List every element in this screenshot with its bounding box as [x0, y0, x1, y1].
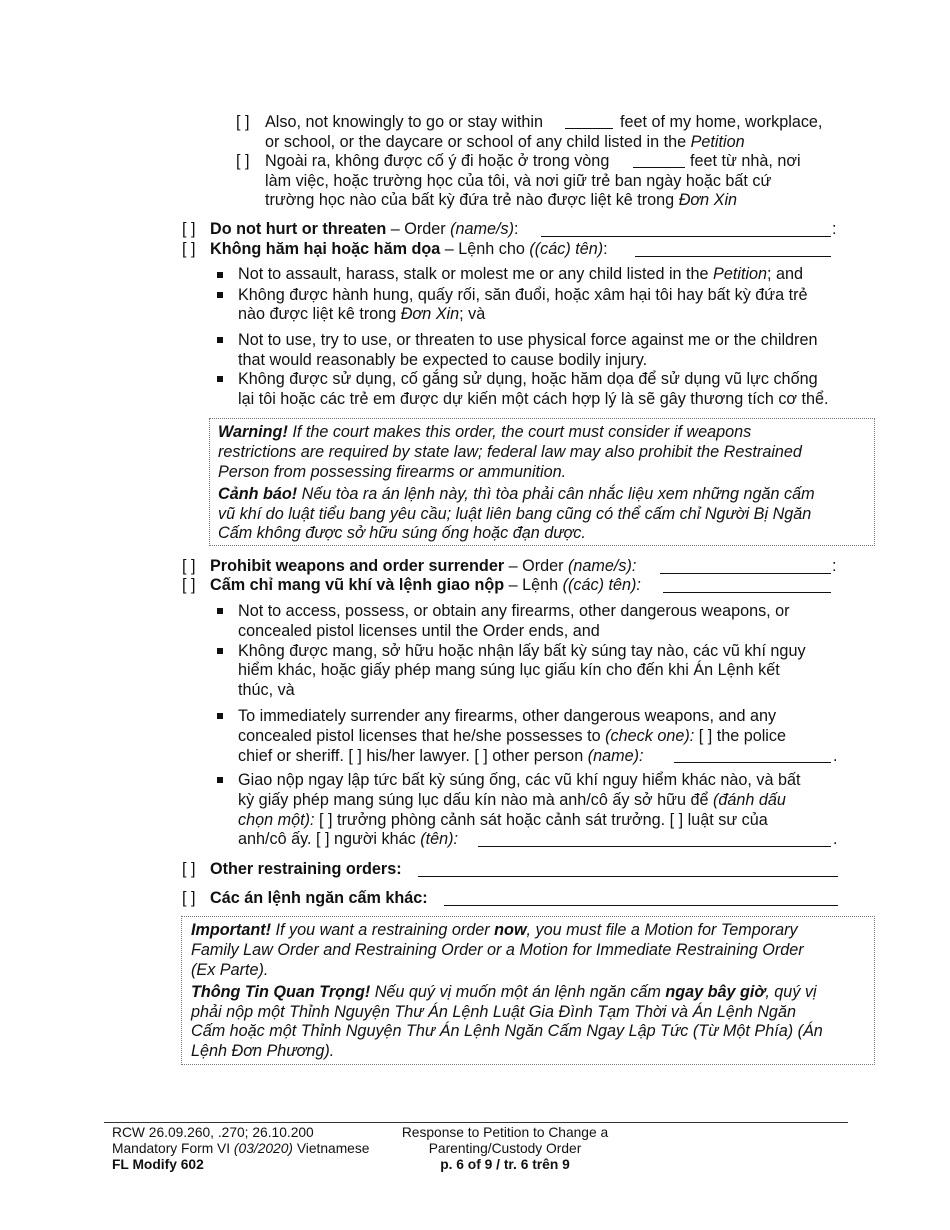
- bullet-icon: [217, 777, 223, 783]
- weapons-bullet1-en-l2: concealed pistol licenses until the Order ends, and: [238, 622, 600, 640]
- warning-en-l3: Person from possessing firearms or ammunition.: [218, 463, 567, 481]
- hurt-en-colon: :: [832, 220, 837, 238]
- other-en-field[interactable]: [418, 876, 838, 877]
- other-vi-field[interactable]: [444, 905, 838, 906]
- distance-vi-feet-blank[interactable]: [633, 167, 685, 168]
- weapons-bullet2-vi-l1: Không được mang, sở hữu hoặc nhận lấy bất kỳ súng tay nào, các vũ khí nguy: [238, 642, 806, 660]
- other-en-label: Other restraining orders:: [210, 860, 402, 878]
- important-en-l2: Family Law Order and Restraining Order or a Motion for Immediate Restraining Order: [191, 941, 804, 959]
- hurt-bullet2-vi-l2: nào được liệt kê trong Đơn Xin; và: [238, 305, 486, 323]
- weapons-bullet2-vi-l2: hiểm khác, hoặc giấy phép mang súng lục giấu kín cho đến khi Án Lệnh kết: [238, 661, 780, 679]
- hurt-en-checkbox[interactable]: [ ]: [182, 220, 196, 238]
- distance-vi-line1b: feet từ nhà, nơi: [690, 152, 801, 170]
- important-en-l3: (Ex Parte).: [191, 961, 269, 979]
- hurt-bullet1-en: Not to assault, harass, stalk or molest me or any child listed in the Petition; and: [238, 265, 804, 283]
- weapons-bullet4-vi-l4: anh/cô ấy. [ ] người khác (tên):: [238, 830, 459, 848]
- bullet-icon: [217, 376, 223, 382]
- hurt-en-names-field[interactable]: [541, 236, 831, 237]
- important-en-l1: Important! If you want a restraining order now, you must file a Motion for Temporary: [191, 921, 798, 939]
- weapons-vi-period: .: [833, 830, 838, 848]
- hurt-vi-names-field[interactable]: [635, 256, 831, 257]
- warning-vi-l1: Cảnh báo! Nếu tòa ra án lệnh này, thì tòa phải cân nhắc liệu xem những ngăn cấm: [218, 485, 815, 503]
- important-vi-l2: phải nộp một Thỉnh Nguyện Thư Án Lệnh Luật Gia Đình Tạm Thời và Án Lệnh Ngăn: [191, 1003, 796, 1021]
- footer-title-2: Parenting/Custody Order: [428, 1141, 582, 1156]
- weapons-en-checkbox[interactable]: [ ]: [182, 557, 196, 575]
- warning-vi-l3: Cấm không được sở hữu súng ống hoặc đạn dược.: [218, 524, 586, 542]
- bullet-icon: [217, 292, 223, 298]
- weapons-en-heading: Prohibit weapons and order surrender – Order (name/s):: [210, 557, 637, 575]
- distance-en-line1: Also, not knowingly to go or stay within: [265, 113, 544, 131]
- other-vi-label: Các án lệnh ngăn cấm khác:: [210, 889, 428, 907]
- distance-vi-line1: Ngoài ra, không được cố ý đi hoặc ở trong vòng: [265, 152, 610, 170]
- weapons-bullet4-vi-l2: kỳ giấy phép mang súng lục dấu kín nào mà anh/cô ấy sở hữu để (đánh dấu: [238, 791, 786, 809]
- other-en-checkbox[interactable]: [ ]: [182, 860, 196, 878]
- hurt-vi-checkbox[interactable]: [ ]: [182, 240, 196, 258]
- weapons-bullet4-vi-l3: chọn một): [ ] trưởng phòng cảnh sát hoặc cảnh sát trưởng. [ ] luật sư của: [238, 811, 768, 829]
- weapons-bullet1-en-l1: Not to access, possess, or obtain any firearms, other dangerous weapons, or: [238, 602, 790, 620]
- warning-en-l1: Warning! If the court makes this order, the court must consider if weapons: [218, 423, 752, 441]
- footer-code: FL Modify 602: [112, 1157, 204, 1172]
- weapons-vi-checkbox[interactable]: [ ]: [182, 576, 196, 594]
- footer-rcw: RCW 26.09.260, .270; 26.10.200: [112, 1125, 314, 1140]
- bullet-icon: [217, 608, 223, 614]
- warning-vi-l2: vũ khí do luật tiểu bang yêu cầu; luật liên bang cũng có thể cấm chỉ Người Bị Ngăn: [218, 505, 812, 523]
- hurt-bullet3-en-l1: Not to use, try to use, or threaten to use physical force against me or the children: [238, 331, 818, 349]
- weapons-en-names-field[interactable]: [660, 573, 831, 574]
- distance-vi-line2: làm việc, hoặc trường học của tôi, và nơi giữ trẻ ban ngày hoặc bất cứ: [265, 172, 772, 190]
- weapons-en-period: .: [833, 747, 838, 765]
- distance-vi-line3: trường học nào của bất kỳ đứa trẻ nào được liệt kê trong Đơn Xin: [265, 191, 738, 209]
- weapons-bullet3-en-l3: chief or sheriff. [ ] his/her lawyer. [ ] other person (name):: [238, 747, 644, 765]
- footer-page: p. 6 of 9 / tr. 6 trên 9: [440, 1157, 570, 1172]
- hurt-en-heading: Do not hurt or threaten – Order (name/s):: [210, 220, 519, 238]
- weapons-vi-names-field[interactable]: [663, 592, 831, 593]
- weapons-bullet4-vi-l1: Giao nộp ngay lập tức bất kỳ súng ống, các vũ khí nguy hiểm khác nào, và bất: [238, 771, 801, 789]
- hurt-bullet3-en-l2: that would reasonably be expected to cause bodily injury.: [238, 351, 648, 369]
- distance-en-line1b: feet of my home, workplace,: [620, 113, 823, 131]
- weapons-bullet2-vi-l3: thúc, và: [238, 681, 295, 699]
- bullet-icon: [217, 713, 223, 719]
- important-vi-l1: Thông Tin Quan Trọng! Nếu quý vị muốn một án lệnh ngăn cấm ngay bây giờ, quý vị: [191, 983, 817, 1001]
- bullet-icon: [217, 337, 223, 343]
- hurt-bullet4-vi-l2: lại tôi hoặc các trẻ em được dự kiến một cách hợp lý là sẽ gây thương tích cơ thể.: [238, 390, 829, 408]
- distance-en-line2: or school, or the daycare or school of any child listed in the Petition: [265, 133, 745, 151]
- hurt-vi-heading: Không hăm hại hoặc hăm dọa – Lệnh cho ((các) tên):: [210, 240, 608, 258]
- bullet-icon: [217, 648, 223, 654]
- footer-divider: [104, 1122, 848, 1123]
- hurt-bullet4-vi-l1: Không được sử dụng, cố gắng sử dụng, hoặc hăm dọa để sử dụng vũ lực chống: [238, 370, 818, 388]
- weapons-other-person-en-field[interactable]: [674, 762, 831, 763]
- important-vi-l3: Cấm hoặc một Thỉnh Nguyện Thư Án Lệnh Ngăn Cấm Ngay Lập Tức (Từ Một Phía) (Án: [191, 1022, 823, 1040]
- footer-form: Mandatory Form VI (03/2020) Vietnamese: [112, 1141, 370, 1156]
- weapons-bullet3-en-l1: To immediately surrender any firearms, other dangerous weapons, and any: [238, 707, 777, 725]
- warning-en-l2: restrictions are required by state law; federal law may also prohibit the Restrained: [218, 443, 802, 461]
- weapons-vi-heading: Cấm chỉ mang vũ khí và lệnh giao nộp – Lệnh ((các) tên):: [210, 576, 641, 594]
- other-vi-checkbox[interactable]: [ ]: [182, 889, 196, 907]
- weapons-bullet3-en-l2: concealed pistol licenses that he/she possesses to (check one): [ ] the police: [238, 727, 787, 745]
- distance-vi-checkbox[interactable]: [ ]: [236, 152, 250, 170]
- distance-en-checkbox[interactable]: [ ]: [236, 113, 250, 131]
- hurt-bullet2-vi-l1: Không được hành hung, quấy rối, săn đuổi, hoặc xâm hại tôi hay bất kỳ đứa trẻ: [238, 286, 808, 304]
- weapons-other-person-vi-field[interactable]: [478, 846, 831, 847]
- important-vi-l4: Lệnh Đơn Phương).: [191, 1042, 335, 1060]
- footer-title-1: Response to Petition to Change a: [401, 1125, 609, 1140]
- weapons-en-colon: :: [832, 557, 837, 575]
- distance-en-feet-blank[interactable]: [565, 128, 613, 129]
- bullet-icon: [217, 272, 223, 278]
